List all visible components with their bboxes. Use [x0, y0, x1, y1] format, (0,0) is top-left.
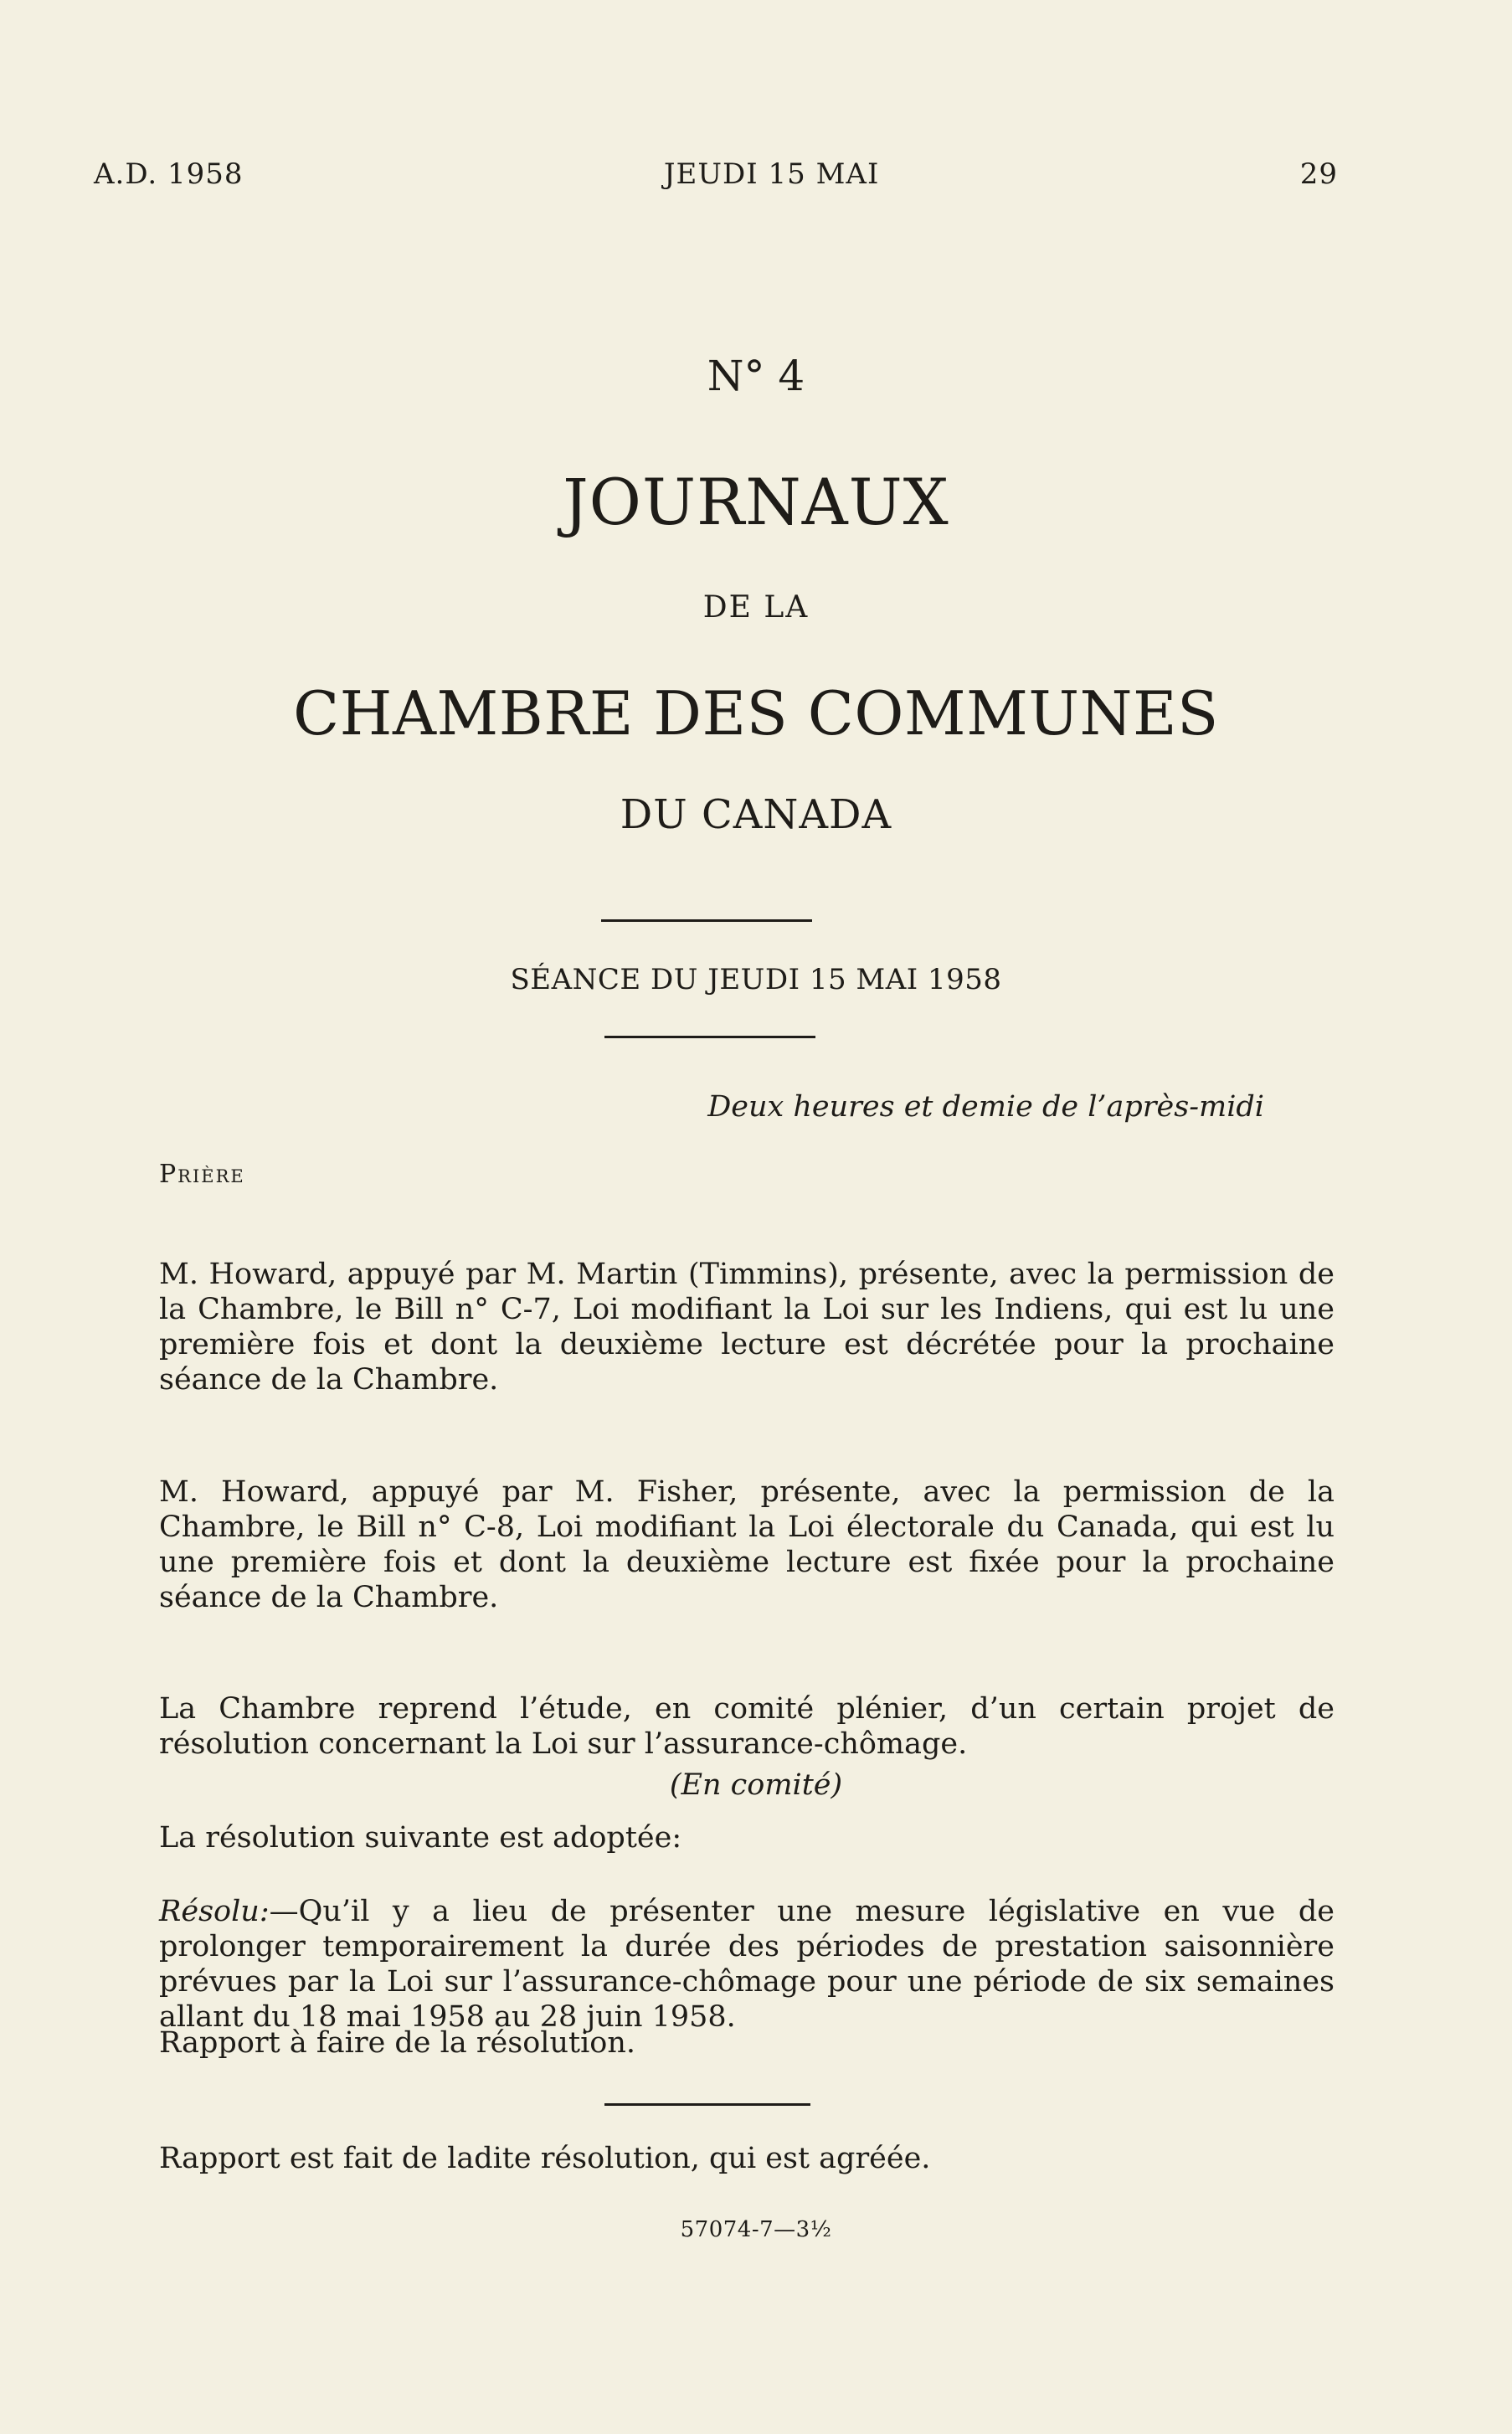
- running-header: [94, 157, 1338, 191]
- print-code: 57074-7—3½: [680, 2217, 832, 2242]
- paragraph-bill-c8: M. Howard, appuyé par M. Fisher, présente, avec la permission de la Chambre, le Bill n° C-8, Loi modifiant la Loi électorale du Canada, qui est lu une première fois et dont la deuxième lecture est fixée pour la prochaine séance de la Chambre.: [159, 1475, 1335, 1614]
- page-number: 29: [1299, 157, 1338, 191]
- session-time: Deux heures et demie de l’après-midi: [707, 1090, 1264, 1124]
- report-done: Rapport est fait de ladite résolution, qui est agréée.: [159, 2142, 931, 2175]
- report-to-make: Rapport à faire de la résolution.: [159, 2026, 636, 2060]
- house-title: CHAMBRE DES COMMUNES: [293, 678, 1219, 749]
- committee-heading: (En comité): [669, 1768, 843, 1802]
- prayer-heading: Prière: [159, 1160, 245, 1189]
- header-date: JEUDI 15 MAI: [663, 157, 880, 191]
- resolution-body: —Qu’il y a lieu de présenter une mesure législative en vue de prolonger temporairement la durée des périodes de prestation saisonnière prévues par la Loi sur l’assurance-chômage pour une période de six semaines allant du 18 mai 1958 au 28 juin 1958.: [159, 1895, 1335, 2034]
- resolution-adopted-line: La résolution suivante est adoptée:: [159, 1821, 682, 1855]
- paragraph-bill-c7: M. Howard, appuyé par M. Martin (Timmins), présente, avec la permission de la Chambre, le Bill n° C-7, Loi modifiant la Loi sur les Indiens, qui est lu une première fois et dont la deuxième lecture est décrétée pour la prochaine séance de la Chambre.: [159, 1258, 1335, 1397]
- divider-rule: [604, 2103, 810, 2106]
- divider-rule: [601, 919, 812, 922]
- session-title: SÉANCE DU JEUDI 15 MAI 1958: [510, 963, 1002, 996]
- divider-rule: [604, 1036, 815, 1038]
- journal-title: JOURNAUX: [563, 465, 949, 539]
- country-title: DU CANADA: [620, 791, 892, 838]
- header-year: A.D. 1958: [94, 157, 244, 191]
- resolution-label: Résolu:: [159, 1895, 270, 1928]
- paragraph-committee-study: La Chambre reprend l’étude, en comité plénier, d’un certain projet de résolution concernant la Loi sur l’assurance-chômage.: [159, 1692, 1335, 1761]
- title-de-la: DE LA: [702, 590, 810, 625]
- issue-number: N° 4: [707, 352, 805, 400]
- resolution-text: [159, 1894, 1335, 2035]
